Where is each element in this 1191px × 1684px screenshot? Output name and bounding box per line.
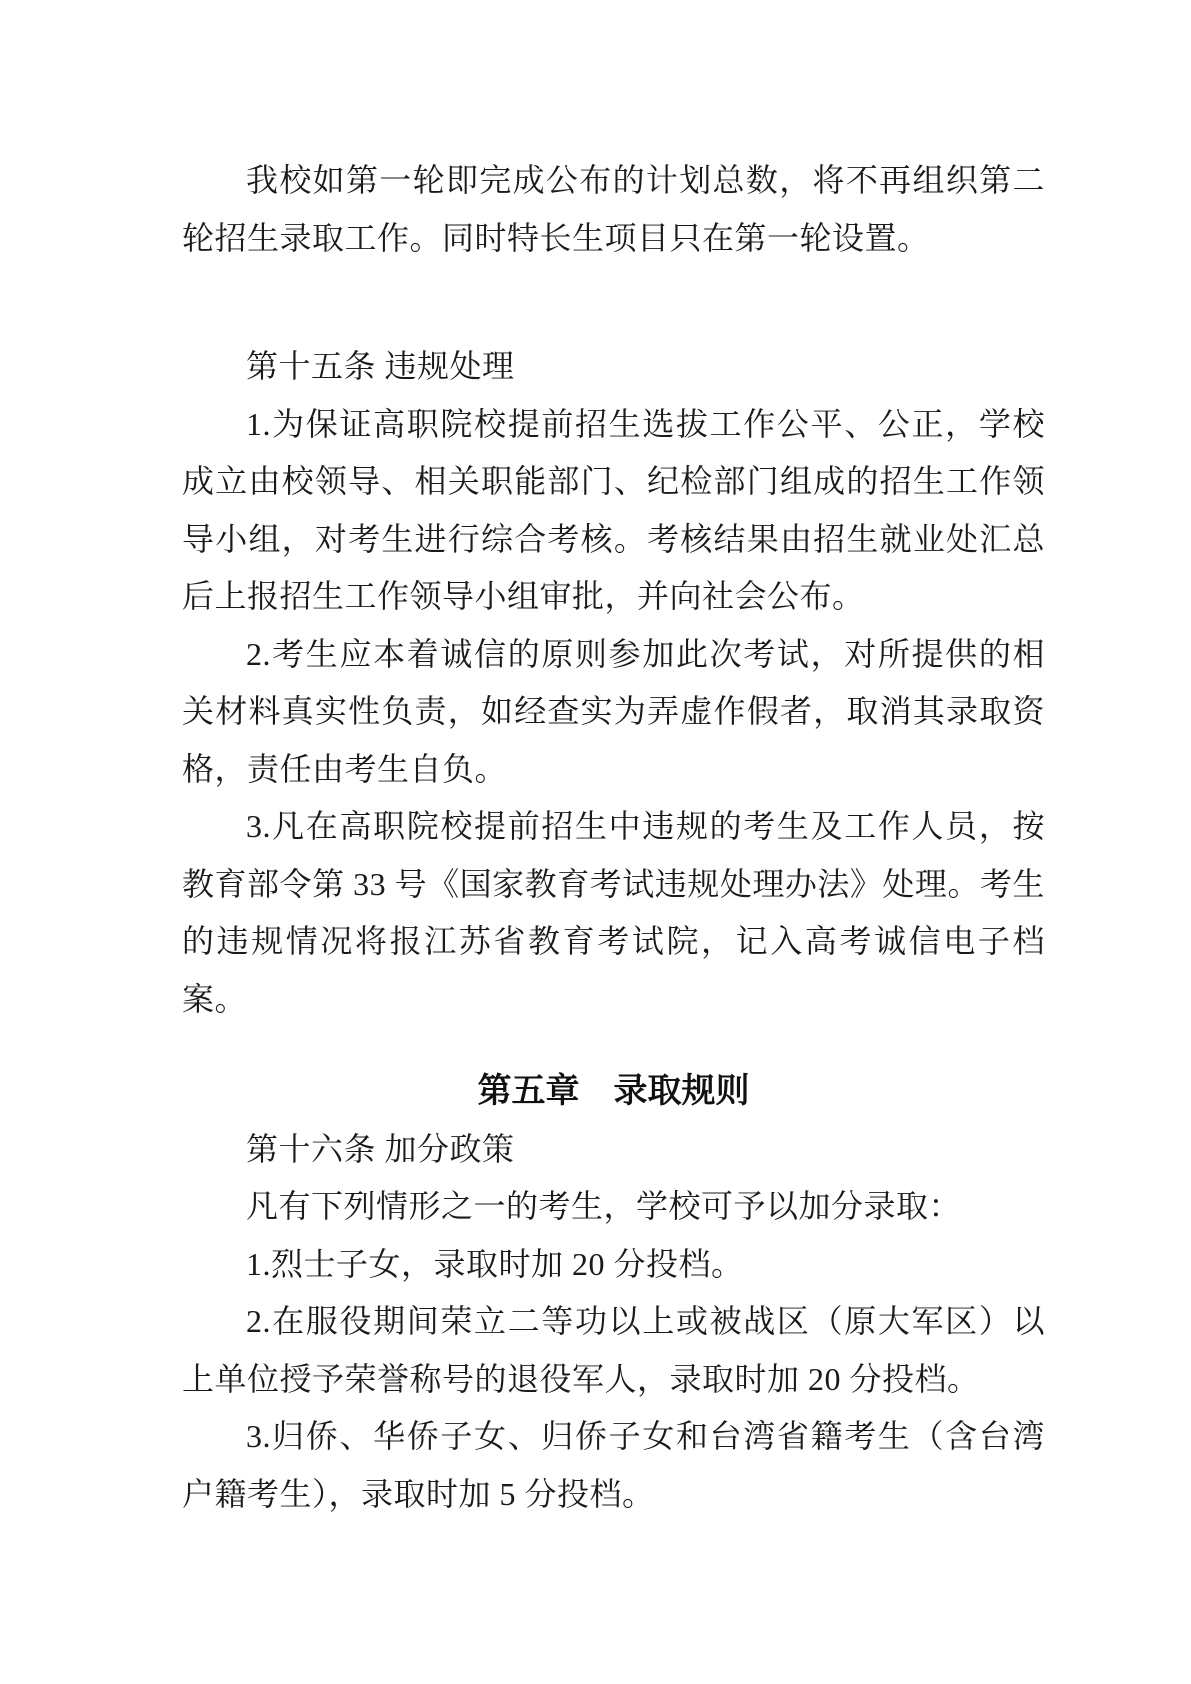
article-heading-15-violation-handling: 第十五条 违规处理: [246, 348, 515, 384]
article-heading-16-bonus-policy: 第十六条 加分政策: [246, 1130, 515, 1167]
paragraph-round-one-plan: 我校如第一轮即完成公布的计划总数，将不再组织第二轮招生录取工作。同时特长生项目只在第一轮设置。: [182, 162, 1045, 256]
paragraph-bonus-item-1: 1.烈士子女，录取时加 20 分投档。: [246, 1245, 744, 1282]
paragraph-violation-item-1: 1.为保证高职院校提前招生选拔工作公平、公正，学校成立由校领导、相关职能部门、纪检部门组成的招生工作领导小组，对考生进行综合考核。考核结果由招生就业处汇总后上报招生工作领导小组审批，并向社会公布。: [182, 405, 1045, 614]
paragraph-bonus-item-3: 3.归侨、华侨子女、归侨子女和台湾省籍考生（含台湾户籍考生），录取时加 5 分投档。: [182, 1418, 1045, 1512]
paragraph-bonus-intro: 凡有下列情形之一的考生，学校可予以加分录取：: [246, 1188, 962, 1224]
paragraph-violation-item-2: 2.考生应本着诚信的原则参加此次考试，对所提供的相关材料真实性负责，如经查实为弄虚作假者，取消其录取资格，责任由考生自负。: [182, 635, 1045, 787]
paragraph-violation-item-3: 3.凡在高职院校提前招生中违规的考生及工作人员，按教育部令第 33 号《国家教育考试违规处理办法》处理。考生的违规情况将报江苏省教育考试院，记入高考诚信电子档案。: [182, 808, 1045, 1017]
paragraph-bonus-item-2: 2.在服役期间荣立二等功以上或被战区（原大军区）以上单位授予荣誉称号的退役军人，录取时加 20 分投档。: [182, 1303, 1045, 1397]
chapter-heading-5-admission-rules: 第五章 录取规则: [477, 1072, 750, 1110]
